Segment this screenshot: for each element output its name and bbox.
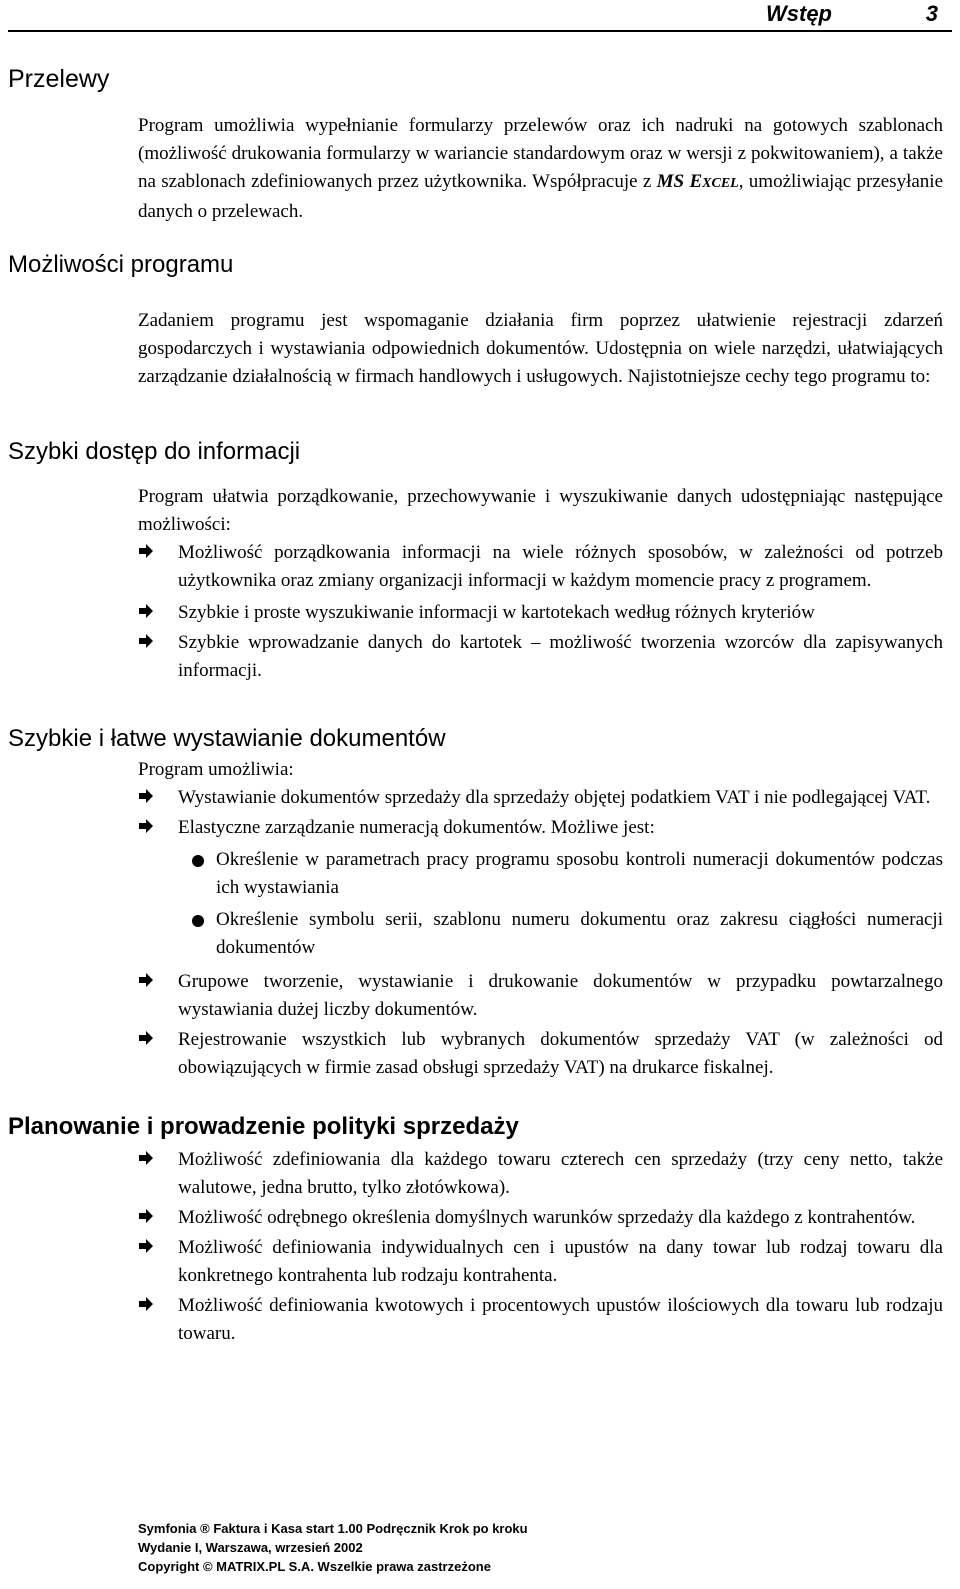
list-item: Elastyczne zarządzanie numeracją dokumentów. Możliwe jest: Określenie w parametrach pracy programu sposobu kontroli numeracji dokumentów podczas ich wystawiania Określenie symbolu serii, szablonu numeru dokumentu oraz zakresu ciągłości numeracji dokumentów (138, 814, 943, 962)
arrow-bullet-icon (138, 1030, 154, 1046)
list-item: Możliwość definiowania kwotowych i procentowych upustów ilościowych dla towaru lub rodzaju towaru. (138, 1292, 943, 1348)
footer-line-copyright: Copyright © MATRIX.PL S.A. Wszelkie prawa zastrzeżone (138, 1559, 491, 1574)
wystawianie-list (138, 784, 943, 1082)
arrow-bullet-icon (138, 1238, 154, 1254)
list-item: Szybkie i proste wyszukiwanie informacji w kartotekach według różnych kryteriów (138, 599, 943, 627)
list-item: Grupowe tworzenie, wystawianie i drukowanie dokumentów w przypadku powtarzalnego wystawiania dużej liczby dokumentów. (138, 968, 943, 1024)
list-item: Możliwość definiowania indywidualnych cen i upustów na dany towar lub rodzaj towaru dla konkretnego kontrahenta lub rodzaju kontrahenta. (138, 1234, 943, 1290)
page-number: 3 (925, 1, 938, 26)
list-item: Możliwość porządkowania informacji na wiele różnych sposobów, w zależności od potrzeb użytkownika oraz zmiany organizacji informacji w każdym momencie pracy z programem. (138, 539, 943, 595)
sublist-item: Określenie w parametrach pracy programu sposobu kontroli numeracji dokumentów podczas ich wystawiania (178, 846, 943, 902)
list-item: Szybkie wprowadzanie danych do kartotek – możliwość tworzenia wzorców dla zapisywanych informacji. (138, 629, 943, 685)
szybki-dostep-list (138, 539, 943, 685)
footer-line-title: Symfonia ® Faktura i Kasa start 1.00 Podręcznik Krok po kroku (138, 1521, 528, 1536)
arrow-bullet-icon (138, 1208, 154, 1224)
heading-przelewy: Przelewy (8, 65, 110, 93)
header-section-title: Wstęp (766, 1, 832, 26)
numeracja-sublist (178, 846, 943, 962)
page-footer (138, 1519, 528, 1576)
arrow-bullet-icon (138, 818, 154, 834)
przelewy-paragraph: Program umożliwia wypełnianie formularzy przelewów oraz ich nadruki na gotowych szablonach (możliwość drukowania formularzy w wariancie standardowym oraz w wersji z pokwitowaniem), a także na szablonach zdefiniowanych przez użytkownika. Współpracuje z MS EXCEL, umożliwiając przesyłanie danych o przelewach. (138, 115, 943, 222)
wystawianie-intro: Program umożliwia: (138, 759, 294, 780)
szybki-dostep-intro: Program ułatwia porządkowanie, przechowywanie i wyszukiwanie danych udostępniając następujące możliwości: (138, 486, 943, 535)
mozliwosci-paragraph: Zadaniem programu jest wspomaganie działania firm poprzez ułatwienie rejestracji zdarzeń gospodarczych i wystawiania odpowiednich dokumentów. Udostępnia on wiele narzędzi, ułatwiających zarządzanie działalnością w firmach handlowych i usługowych. Najistotniejsze cechy tego programu to: (138, 310, 943, 387)
list-item: Możliwość odrębnego określenia domyślnych warunków sprzedaży dla każdego z kontrahentów. (138, 1204, 943, 1232)
arrow-bullet-icon (138, 788, 154, 804)
arrow-bullet-icon (138, 543, 154, 559)
heading-szybki-dostep: Szybki dostęp do informacji (8, 438, 301, 465)
list-item: Wystawianie dokumentów sprzedaży dla sprzedaży objętej podatkiem VAT i nie podlegającej VAT. (138, 784, 943, 812)
list-item: Możliwość zdefiniowania dla każdego towaru czterech cen sprzedaży (trzy ceny netto, także walutowe, jedna brutto, tylko złotówkowa). (138, 1146, 943, 1202)
arrow-bullet-icon (138, 633, 154, 649)
footer-line-edition: Wydanie I, Warszawa, wrzesień 2002 (138, 1540, 363, 1555)
ms-excel-name: MS EXCEL (656, 171, 739, 192)
planowanie-list (138, 1146, 943, 1348)
heading-planowanie: Planowanie i prowadzenie polityki sprzedaży (8, 1113, 519, 1140)
list-item: Rejestrowanie wszystkich lub wybranych dokumentów sprzedaży VAT (w zależności od obowiązujących w firmie zasad obsługi sprzedaży VAT) na drukarce fiskalnej. (138, 1026, 943, 1082)
arrow-bullet-icon (138, 1296, 154, 1312)
heading-mozliwosci: Możliwości programu (8, 251, 234, 278)
round-bullet-icon (192, 855, 204, 867)
arrow-bullet-icon (138, 603, 154, 619)
page-header (8, 0, 952, 32)
round-bullet-icon (192, 915, 204, 927)
sublist-item: Określenie symbolu serii, szablonu numeru dokumentu oraz zakresu ciągłości numeracji dokumentów (178, 906, 943, 962)
arrow-bullet-icon (138, 1150, 154, 1166)
arrow-bullet-icon (138, 972, 154, 988)
heading-wystawianie: Szybkie i łatwe wystawianie dokumentów (8, 725, 446, 752)
